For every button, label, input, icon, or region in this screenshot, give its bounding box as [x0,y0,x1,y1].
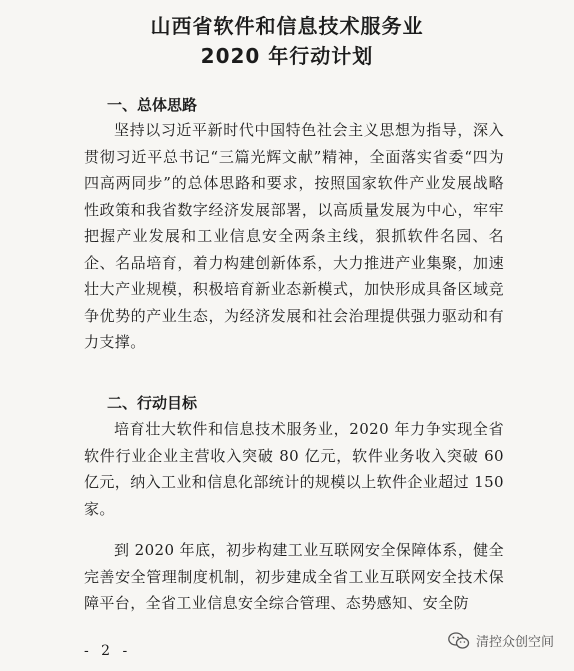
wechat-icon [448,632,470,650]
section-heading-overall-approach: 一、总体思路 [107,96,198,114]
document-title-line2: 2020 年行动计划 [200,44,374,68]
paragraph-action-goals-1: 培育壮大软件和信息技术服务业，2020 年力争实现全省软件行业企业主营收入突破 80 亿元，软件业务收入突破 60 亿元，纳入工业和信息化部统计的规模以上软件企业超过 150 家。 [84,420,505,518]
paragraph-overall-approach: 坚持以习近平新时代中国特色社会主义思想为指导，深入贯彻习近平总书记“三篇光辉文献”精神，全面落实省委“四为四高两同步”的总体思路和要求，按照国家软件产业发展战略性政策和我省数字经济发展部署，以高质量发展为中心，牢牢把握产业发展和工业信息安全两条主线，狠抓软件名园、名企、名品培育，着力构建创新体系，大力推进产业集聚，加速壮大产业规模，积极培育新业态新模式，加快形成具备区域竞争优势的产业生态，为经济发展和社会治理提供强力驱动和有力支撑。 [84,121,504,351]
document-title-line1: 山西省软件和信息技术服务业 [150,14,424,38]
paragraph-action-goals-2: 到 2020 年底，初步构建工业互联网安全保障体系，健全完善安全管理制度机制，初步建成全省工业互联网安全技术保障平台，全省工业信息安全综合管理、态势感知、安全防 [84,541,504,612]
watermark-text: 清控众创空间 [476,635,555,650]
section-heading-action-goals: 二、行动目标 [107,394,198,412]
page-number: - 2 - [84,643,132,659]
watermark [448,631,554,650]
